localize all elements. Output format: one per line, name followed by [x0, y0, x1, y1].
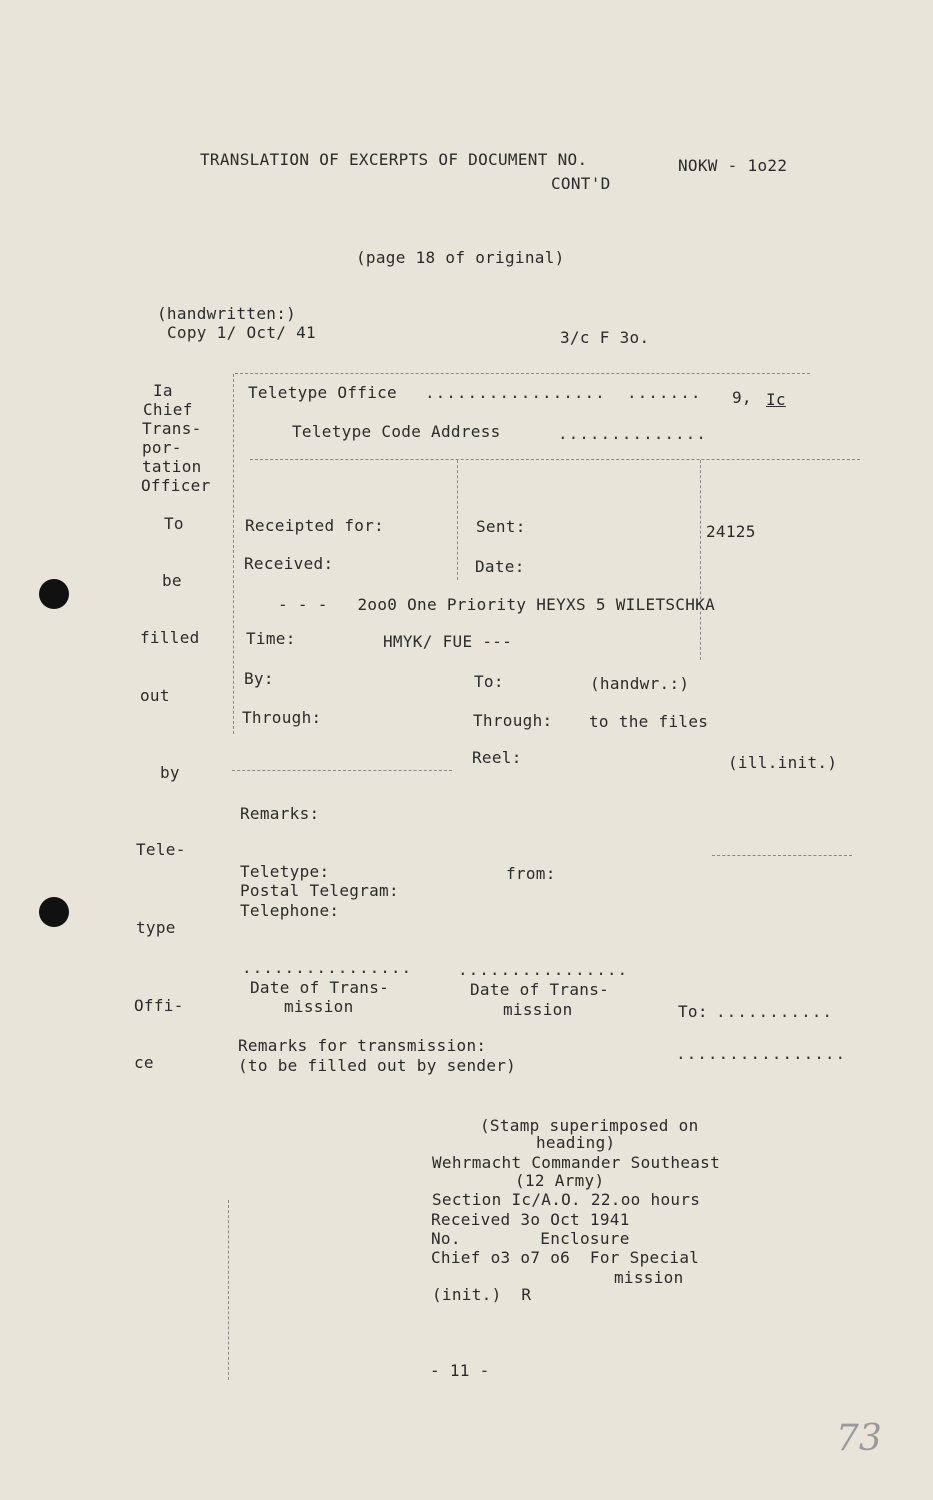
- sent-label: Sent:: [476, 517, 526, 536]
- filled-by-sender: (to be filled out by sender): [238, 1056, 517, 1075]
- to-label: To:: [474, 672, 504, 691]
- transmission-dots-left: ................: [242, 958, 413, 977]
- by-label: By:: [244, 669, 274, 688]
- sidebar-ia: Ia: [153, 381, 173, 400]
- sidebar-tele: Tele-: [136, 840, 186, 859]
- form-rule-2: [250, 459, 860, 460]
- sidebar-be: be: [162, 571, 182, 590]
- handwritten-label: (handwritten:): [157, 304, 297, 323]
- sidebar-ce: ce: [134, 1053, 154, 1072]
- from-label: from:: [506, 864, 556, 883]
- transmission-dots-right: ................: [458, 960, 629, 979]
- sidebar-tation: tation: [142, 457, 202, 476]
- stamp-line-3: Wehrmacht Commander Southeast: [432, 1153, 721, 1172]
- through-label: Through:: [242, 708, 322, 727]
- document-title: TRANSLATION OF EXCERPTS OF DOCUMENT NO.: [200, 150, 588, 169]
- copy-line: Copy 1/ Oct/ 41: [167, 323, 316, 342]
- handwritten-note: (handwr.:): [590, 674, 690, 693]
- stamp-line-7: No. Enclosure: [431, 1229, 630, 1248]
- stamp-line-6: Received 3o Oct 1941: [431, 1210, 630, 1229]
- code-address-dot-leader: ..............: [558, 424, 707, 443]
- form-right-rule: [700, 460, 701, 660]
- stamp-line-8: Chief o3 o7 o6 For Special: [431, 1248, 700, 1267]
- remarks-label: Remarks:: [240, 804, 320, 823]
- office-value: 9,: [732, 388, 752, 407]
- form-top-rule: [235, 373, 810, 374]
- date-label: Date:: [475, 557, 525, 576]
- sidebar-officer: Officer: [141, 476, 211, 495]
- margin-rule: [228, 1200, 229, 1380]
- stamp-line-4: (12 Army): [515, 1171, 605, 1190]
- date-of-transmission-1a: Date of Trans-: [250, 978, 390, 997]
- form-left-rule: [233, 374, 234, 734]
- stamp-line-1: (Stamp superimposed on: [480, 1116, 699, 1135]
- remarks-dot-leader: ................: [676, 1044, 847, 1063]
- message-line: - - - 2oo0 One Priority HEYXS 5 WILETSCHKA: [278, 595, 716, 614]
- to-the-files: to the files: [589, 712, 709, 731]
- received-label: Received:: [244, 554, 334, 573]
- binder-hole-top: [39, 579, 69, 609]
- to-label-bottom: To:: [678, 1002, 708, 1021]
- sidebar-out: out: [140, 686, 170, 705]
- sidebar-to: To: [164, 514, 184, 533]
- form-mid-rule: [457, 460, 458, 580]
- time-value: HMYK/ FUE ---: [383, 632, 513, 651]
- sidebar-offi: Offi-: [134, 996, 184, 1015]
- sidebar-por: por-: [142, 438, 182, 457]
- time-label: Time:: [246, 629, 296, 648]
- code-address-label: Teletype Code Address: [292, 422, 501, 441]
- sidebar-type: type: [136, 918, 176, 937]
- sidebar-by: by: [160, 763, 180, 782]
- continued-label: CONT'D: [551, 174, 611, 193]
- stamp-line-2: heading): [536, 1133, 616, 1152]
- sidebar-trans: Trans-: [142, 419, 202, 438]
- date-of-transmission-2a: Date of Trans-: [470, 980, 610, 999]
- stamp-line-5: Section Ic/A.O. 22.oo hours: [432, 1190, 701, 1209]
- office-dot-leader: ................. .......: [425, 383, 702, 402]
- date-of-transmission-2b: mission: [503, 1000, 573, 1019]
- telephone-label: Telephone:: [240, 901, 340, 920]
- teletype-label: Teletype:: [240, 862, 330, 881]
- document-number: NOKW - 1o22: [678, 156, 788, 175]
- sent-value: 24125: [706, 522, 756, 541]
- page-reference: (page 18 of original): [356, 248, 565, 267]
- postal-telegram-label: Postal Telegram:: [240, 881, 399, 900]
- date-of-transmission-1b: mission: [284, 997, 354, 1016]
- form-rule-telecol: [712, 855, 852, 856]
- page-number: - 11 -: [430, 1361, 490, 1380]
- teletype-office-label: Teletype Office: [248, 383, 397, 402]
- receipted-for-label: Receipted for:: [245, 516, 385, 535]
- sidebar-filled: filled: [140, 628, 200, 647]
- file-reference: 3/c F 3o.: [560, 328, 650, 347]
- binder-hole-bottom: [39, 897, 69, 927]
- form-rule-by: [232, 770, 452, 771]
- sidebar-chief: Chief: [143, 400, 193, 419]
- archive-stamp-number: 73: [836, 1418, 882, 1459]
- stamp-line-9: mission: [614, 1268, 684, 1287]
- through-label-2: Through:: [473, 711, 553, 730]
- reel-label: Reel:: [472, 748, 522, 767]
- remarks-for-transmission: Remarks for transmission:: [238, 1036, 487, 1055]
- stamp-line-10: (init.) R: [432, 1285, 532, 1304]
- office-ic: Ic: [766, 390, 786, 409]
- to-dot-leader: ...........: [716, 1002, 833, 1021]
- illegible-initials: (ill.init.): [728, 753, 838, 772]
